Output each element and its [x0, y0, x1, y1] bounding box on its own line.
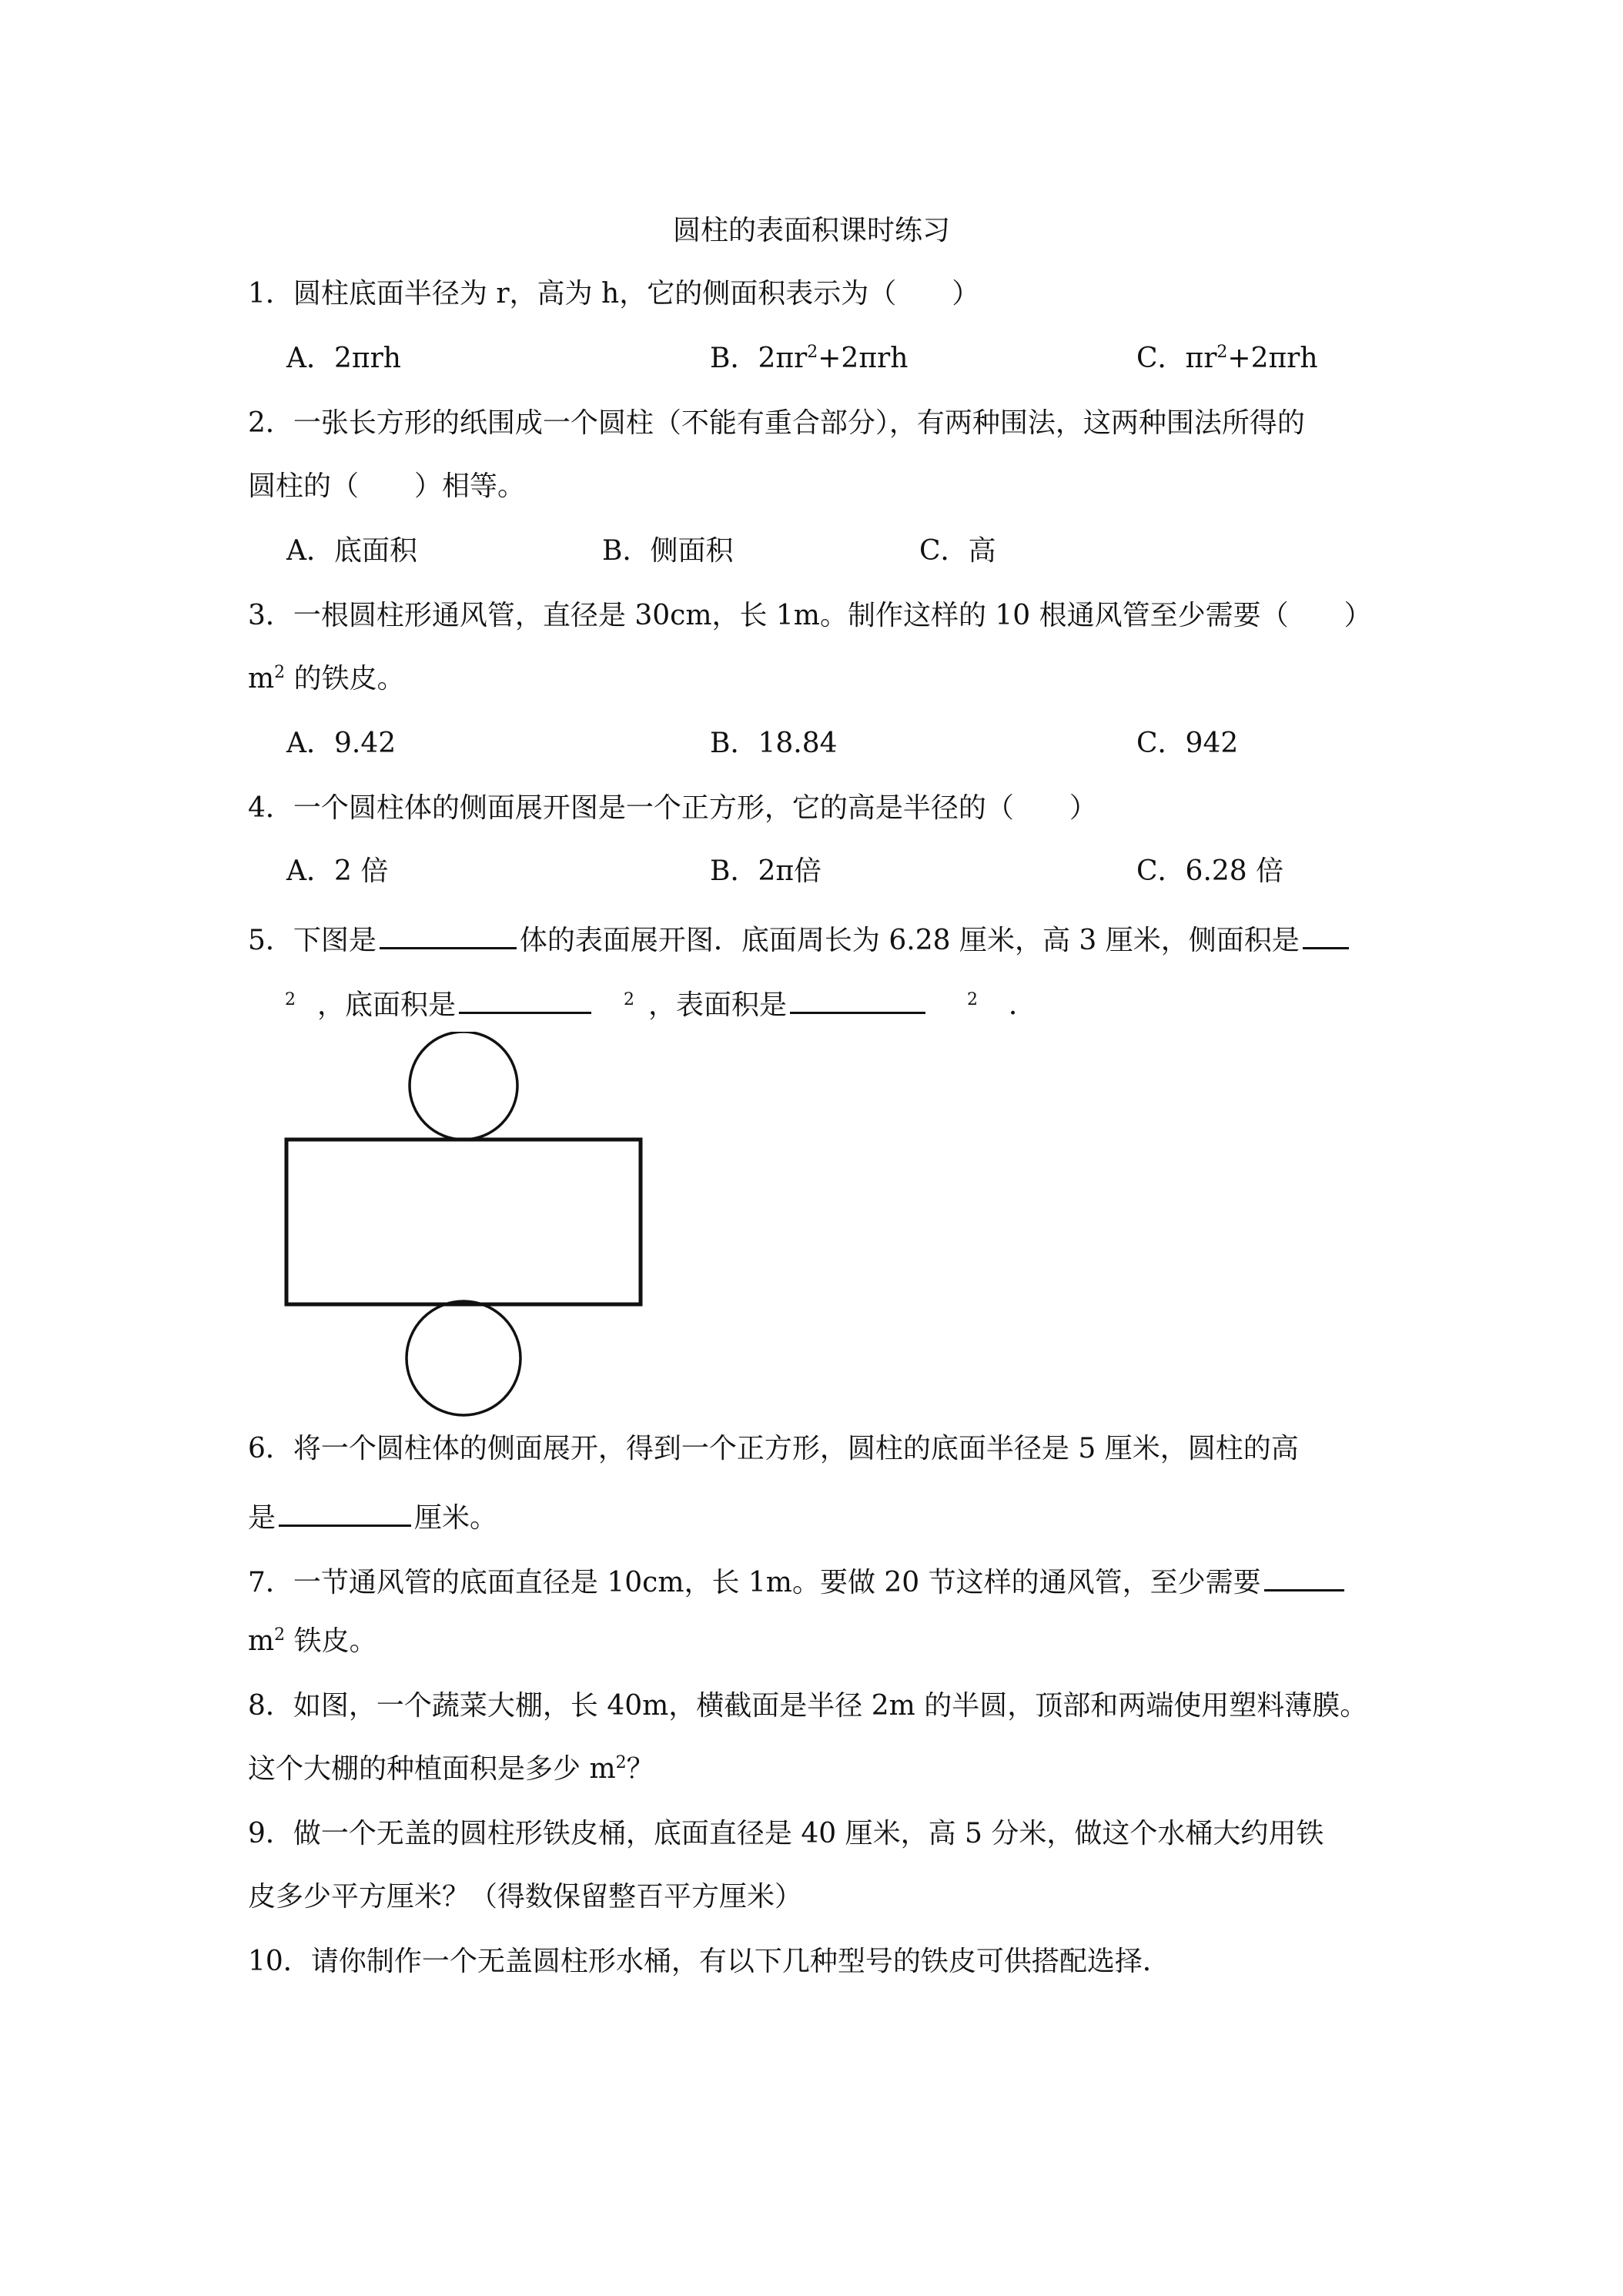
question-number: 1．	[248, 278, 293, 310]
question-text: 一根圆柱形通风管，直径是 30cm，长 1m。制作这样的 10 根通风管至少需要（ ）	[293, 600, 1372, 631]
question-3	[248, 597, 1387, 634]
q1-option-a: A．2πrh	[286, 343, 401, 374]
answer-blank-height[interactable]	[279, 1495, 411, 1527]
question-9	[248, 1816, 1387, 1853]
answer-blank-surface-area[interactable]	[790, 982, 925, 1014]
question-2	[248, 405, 1387, 442]
question-text: 一节通风管的底面直径是 10cm，长 1m。要做 20 节这样的通风管，至少需要	[293, 1567, 1261, 1598]
question-1	[248, 276, 1387, 313]
page-title: 圆柱的表面积课时练习	[672, 215, 950, 246]
question-number: 2．	[248, 407, 293, 439]
q4-option-b: B．2π倍	[710, 855, 822, 887]
q1-option-c: C．$\pi r^2+2\pi rh$	[1136, 343, 1318, 374]
lateral-rectangle	[286, 1140, 641, 1304]
question-number: 5．	[248, 925, 293, 956]
question-8	[248, 1688, 1387, 1725]
question-number: 8．	[248, 1690, 293, 1722]
question-5: 5．下图是 体的表面展开图．底面周长为 6.28 厘米，高 3 厘米，侧面积是	[248, 918, 1387, 959]
question-7	[248, 1560, 1387, 1602]
question-number: 9．	[248, 1818, 293, 1849]
q3-option-c: C．942	[1136, 728, 1239, 759]
question-3-line-2: $m^2$ 的铁皮。	[248, 663, 405, 694]
q4-option-c: C．6.28 倍	[1136, 855, 1284, 887]
question-text: 做一个无盖的圆柱形铁皮桶，底面直径是 40 厘米，高 5 分米，做这个水桶大约用铁	[293, 1818, 1324, 1849]
question-text: 请你制作一个无盖圆柱形水桶，有以下几种型号的铁皮可供搭配选择．	[310, 1946, 1170, 1977]
answer-blank-base-area[interactable]	[459, 982, 591, 1014]
bottom-circle	[407, 1301, 520, 1415]
question-7-line-2: $m^2$ 铁皮。	[248, 1625, 377, 1657]
answer-blank-shape[interactable]	[380, 918, 517, 949]
top-circle	[410, 1032, 517, 1140]
q4-option-a: A．2 倍	[286, 855, 389, 887]
question-8-line-2: 这个大棚的种植面积是多少 $m^2$？	[248, 1753, 654, 1785]
question-number: 7．	[248, 1567, 293, 1598]
question-10	[248, 1943, 1387, 1980]
question-text: 一张长方形的纸围成一个圆柱（不能有重合部分），有两种围法，这两种围法所得的	[293, 407, 1305, 439]
question-9-line-2: 皮多少平方厘米？（得数保留整百平方厘米）	[248, 1881, 803, 1913]
question-number: 4．	[248, 792, 293, 824]
q3-option-b: B．18.84	[710, 728, 838, 759]
q2-option-b: B．侧面积	[602, 535, 734, 567]
q3-option-a: A．9.42	[286, 728, 397, 759]
question-6	[248, 1431, 1387, 1468]
question-6-line-2: 是 厘米。	[248, 1495, 1387, 1537]
q2-option-c: C．高	[919, 535, 996, 567]
question-number: 10．	[248, 1946, 311, 1977]
answer-blank-lateral-area[interactable]	[1303, 918, 1349, 949]
question-4	[248, 790, 1387, 827]
question-number: 6．	[248, 1433, 293, 1464]
question-5-line-2: $^2$ ，底面积是 $^2$ ，表面积是 $^2$ ．	[285, 982, 1424, 1028]
question-2-line-2: 圆柱的（ ）相等。	[248, 470, 526, 502]
question-text: 一个圆柱体的侧面展开图是一个正方形，它的高是半径的（ ）	[293, 792, 1097, 824]
question-text: 圆柱底面半径为 r，高为 h，它的侧面积表示为（ ）	[293, 278, 980, 310]
q1-option-b: B．$2\pi r^2+2\pi rh$	[710, 343, 909, 374]
q2-option-a: A．底面积	[286, 535, 418, 567]
cylinder-net-figure	[279, 1032, 648, 1417]
question-number: 3．	[248, 600, 293, 631]
answer-blank-iron-sheet[interactable]	[1264, 1560, 1344, 1591]
question-text: 将一个圆柱体的侧面展开，得到一个正方形，圆柱的底面半径是 5 厘米，圆柱的高	[293, 1433, 1299, 1464]
question-text: 如图，一个蔬菜大棚，长 40m，横截面是半径 2m 的半圆，顶部和两端使用塑料薄膜。	[293, 1690, 1368, 1722]
